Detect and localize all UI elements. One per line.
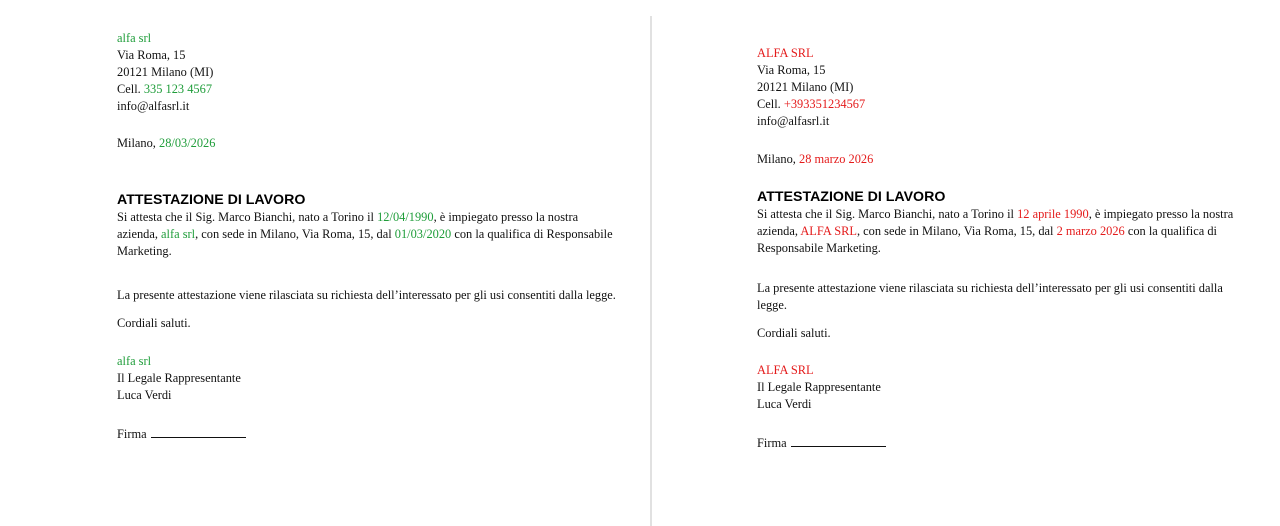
closing: Cordiali saluti. — [117, 316, 191, 330]
body-text: Si attesta che il Sig. Marco Bianchi, nato a Torino il — [757, 207, 1014, 221]
signature-name: Luca Verdi — [757, 397, 812, 411]
pane-divider — [650, 16, 652, 526]
sign-label: Firma — [757, 436, 787, 450]
right-document-pane — [653, 0, 1280, 526]
sender-city: 20121 Milano (MI) — [117, 65, 214, 79]
signature-line — [757, 435, 1252, 452]
sender-phone: 335 123 4567 — [143, 82, 213, 96]
body-text: Si attesta che il Sig. Marco Bianchi, nato a Torino il — [117, 210, 374, 224]
sender-city: 20121 Milano (MI) — [757, 80, 854, 94]
body-text: , con sede in Milano, Via Roma, 15, dal — [195, 227, 392, 241]
place-label: Milano, — [117, 136, 156, 150]
sender-street: Via Roma, 15 — [117, 48, 186, 62]
signature-company: alfa srl — [117, 354, 152, 368]
company-inline: alfa srl — [161, 227, 196, 241]
body-text: con la qualifica di Responsabile Marketing. — [757, 224, 1217, 255]
signature-company: ALFA SRL — [757, 363, 814, 377]
signature-line — [117, 426, 622, 443]
date-line — [757, 151, 1252, 168]
sender-email: info@alfasrl.it — [117, 99, 190, 113]
sender-phone-line — [757, 96, 1252, 113]
right-letter — [757, 45, 1252, 452]
sender-company: alfa srl — [117, 31, 152, 45]
body-paragraph-1 — [117, 209, 622, 260]
sender-email: info@alfasrl.it — [757, 114, 830, 128]
phone-label: Cell. — [117, 82, 141, 96]
body-text: , con sede in Milano, Via Roma, 15, dal — [856, 224, 1054, 238]
letter-title: ATTESTAZIONE DI LAVORO — [117, 192, 306, 208]
body-text: , è impiegato presso la nostra azienda, — [117, 210, 579, 241]
body-text: con la qualifica di Responsabile Marketing. — [117, 227, 613, 258]
signature-name: Luca Verdi — [117, 388, 172, 402]
letter-title: ATTESTAZIONE DI LAVORO — [757, 189, 946, 205]
body-paragraph-2: La presente attestazione viene rilasciata su richiesta dell’interessato per gli usi consentiti dalla legge. — [757, 281, 1223, 312]
left-letter — [117, 30, 622, 443]
sender-phone-line — [117, 81, 622, 98]
place-label: Milano, — [757, 152, 796, 166]
body-paragraph-1 — [757, 206, 1252, 257]
company-inline: ALFA SRL — [800, 224, 857, 238]
sender-company: ALFA SRL — [757, 46, 814, 60]
body-paragraph-2: La presente attestazione viene rilasciata su richiesta dell’interessato per gli usi consentiti dalla legge. — [117, 288, 616, 302]
birth-date: 12/04/1990 — [377, 210, 434, 224]
signature-role: Il Legale Rappresentante — [117, 371, 241, 385]
start-date: 2 marzo 2026 — [1056, 224, 1125, 238]
signature-underline — [791, 436, 886, 447]
signature-underline — [151, 427, 246, 438]
letter-date: 28/03/2026 — [159, 136, 216, 150]
sender-street: Via Roma, 15 — [757, 63, 826, 77]
sign-label: Firma — [117, 427, 147, 441]
date-line — [117, 135, 622, 152]
start-date: 01/03/2020 — [394, 227, 452, 241]
letter-date: 28 marzo 2026 — [799, 152, 874, 166]
body-text: , è impiegato presso la nostra azienda, — [757, 207, 1234, 238]
sender-phone: +393351234567 — [783, 97, 866, 111]
birth-date: 12 aprile 1990 — [1017, 207, 1089, 221]
signature-role: Il Legale Rappresentante — [757, 380, 881, 394]
phone-label: Cell. — [757, 97, 781, 111]
closing: Cordiali saluti. — [757, 326, 831, 340]
